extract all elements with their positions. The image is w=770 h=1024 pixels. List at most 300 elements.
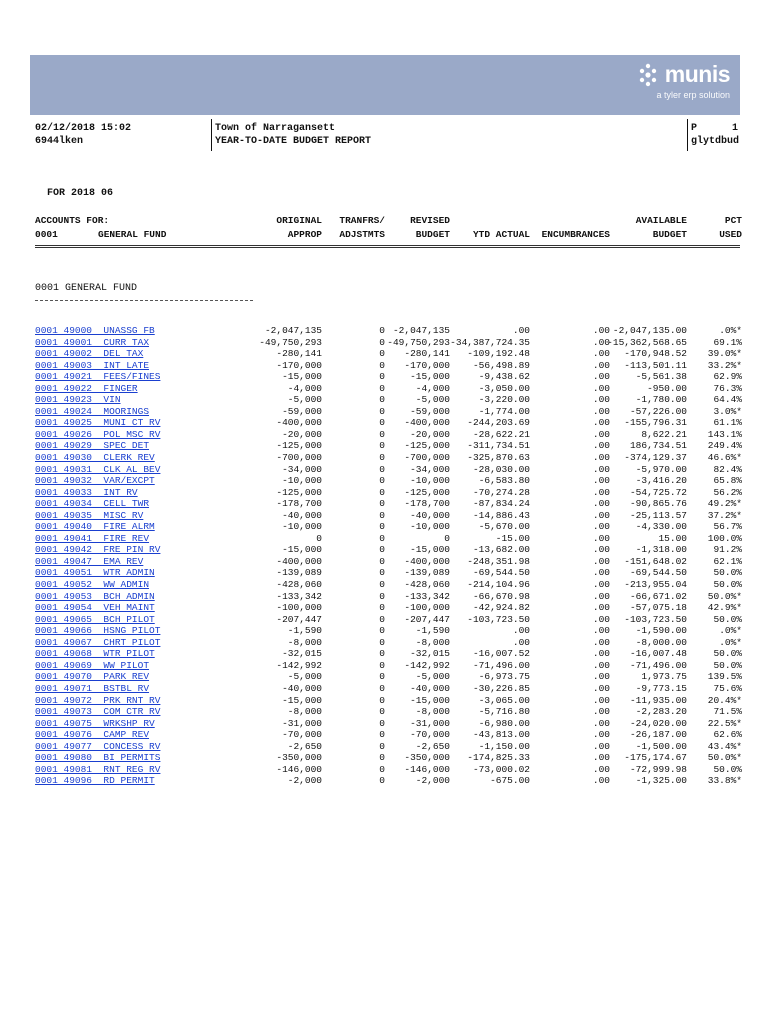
col-tranfrs: TRANFRS/ bbox=[339, 215, 385, 226]
ytd-actual: .00 bbox=[512, 625, 530, 637]
pct-used: 43.4%* bbox=[707, 740, 742, 752]
encumbrances: .00 bbox=[592, 428, 610, 440]
header-divider-right bbox=[687, 119, 688, 151]
account-link[interactable]: 0001 49080 BI PERMITS bbox=[35, 752, 161, 764]
ytd-actual: -70,274.28 bbox=[472, 486, 530, 498]
account-link[interactable]: 0001 49042 FRE PIN RV bbox=[35, 544, 161, 556]
tranfrs-adjstmts: 0 bbox=[379, 371, 385, 383]
encumbrances: .00 bbox=[592, 371, 610, 383]
ytd-actual: -9,438.62 bbox=[478, 371, 530, 383]
table-row bbox=[0, 556, 770, 568]
account-link[interactable]: 0001 49003 INT LATE bbox=[35, 359, 150, 371]
pct-used: 62.9% bbox=[713, 371, 742, 383]
ytd-actual: -28,622.21 bbox=[472, 428, 530, 440]
pct-used: 249.4% bbox=[707, 440, 742, 452]
table-row bbox=[0, 625, 770, 637]
ytd-actual: -43,813.00 bbox=[472, 729, 530, 741]
table-row bbox=[0, 591, 770, 603]
pct-used: 50.0%* bbox=[707, 590, 742, 602]
revised-budget: -15,000 bbox=[410, 544, 450, 556]
ytd-actual: .00 bbox=[512, 636, 530, 648]
original-approp: -70,000 bbox=[282, 729, 322, 741]
pct-used: 42.9%* bbox=[707, 602, 742, 614]
table-row bbox=[0, 394, 770, 406]
encumbrances: .00 bbox=[592, 336, 610, 348]
original-approp: -20,000 bbox=[282, 428, 322, 440]
account-link[interactable]: 0001 49069 WW PILOT bbox=[35, 659, 150, 671]
encumbrances: .00 bbox=[592, 417, 610, 429]
tranfrs-adjstmts: 0 bbox=[379, 325, 385, 336]
encumbrances: .00 bbox=[592, 394, 610, 406]
tranfrs-adjstmts: 0 bbox=[379, 740, 385, 752]
available-budget: -151,648.02 bbox=[624, 555, 687, 567]
tranfrs-adjstmts: 0 bbox=[379, 532, 385, 544]
report-banner bbox=[30, 55, 740, 115]
encumbrances: .00 bbox=[592, 509, 610, 521]
col-adjstmts: ADJSTMTS bbox=[339, 229, 385, 240]
table-row bbox=[0, 764, 770, 776]
table-row bbox=[0, 683, 770, 695]
ytd-actual: -325,870.63 bbox=[467, 452, 530, 464]
account-link[interactable]: 0001 49070 PARK REV bbox=[35, 671, 150, 683]
ytd-actual: .00 bbox=[512, 325, 530, 336]
account-link[interactable]: 0001 49041 FIRE REV bbox=[35, 532, 150, 544]
encumbrances: .00 bbox=[592, 590, 610, 602]
fund-code-label: 0001 bbox=[35, 229, 58, 240]
ytd-actual: -5,716.80 bbox=[478, 706, 530, 718]
ytd-actual: -42,924.82 bbox=[472, 602, 530, 614]
ytd-actual: -3,065.00 bbox=[478, 694, 530, 706]
revised-budget: -207,447 bbox=[404, 613, 450, 625]
col-revised: REVISED bbox=[410, 215, 450, 226]
revised-budget: -2,047,135 bbox=[392, 325, 450, 336]
revised-budget: -142,992 bbox=[404, 659, 450, 671]
fund-name-label: GENERAL FUND bbox=[98, 229, 167, 240]
revised-budget: -5,000 bbox=[415, 394, 450, 406]
revised-budget: -125,000 bbox=[404, 440, 450, 452]
account-link[interactable]: 0001 49021 FEES/FINES bbox=[35, 371, 161, 383]
revised-budget: -125,000 bbox=[404, 486, 450, 498]
pct-used: 39.0%* bbox=[707, 348, 742, 360]
pct-used: 20.4%* bbox=[707, 694, 742, 706]
account-link[interactable]: 0001 49031 CLK AL BEV bbox=[35, 463, 161, 475]
accounts-for-label: ACCOUNTS FOR: bbox=[35, 215, 110, 226]
col-encumbrances: ENCUMBRANCES bbox=[541, 229, 610, 240]
available-budget: 8,622.21 bbox=[641, 428, 687, 440]
tranfrs-adjstmts: 0 bbox=[379, 671, 385, 683]
brand-tagline: a tyler erp solution bbox=[656, 90, 730, 100]
original-approp: -5,000 bbox=[287, 394, 322, 406]
ytd-actual: -87,834.24 bbox=[472, 498, 530, 510]
col-approp: APPROP bbox=[287, 229, 322, 240]
table-row bbox=[0, 602, 770, 614]
account-link[interactable]: 0001 49071 BSTBL RV bbox=[35, 682, 150, 694]
revised-budget: -428,060 bbox=[404, 579, 450, 591]
encumbrances: .00 bbox=[592, 567, 610, 579]
pct-used: 22.5%* bbox=[707, 717, 742, 729]
revised-budget: -350,000 bbox=[404, 752, 450, 764]
encumbrances: .00 bbox=[592, 602, 610, 614]
table-row bbox=[0, 752, 770, 764]
table-row bbox=[0, 775, 770, 787]
account-link[interactable]: 0001 49053 BCH ADMIN bbox=[35, 590, 155, 602]
available-budget: -5,561.38 bbox=[635, 371, 687, 383]
revised-budget: -1,590 bbox=[415, 625, 450, 637]
original-approp: -40,000 bbox=[282, 682, 322, 694]
available-budget: -2,283.20 bbox=[635, 706, 687, 718]
encumbrances: .00 bbox=[592, 682, 610, 694]
account-link[interactable]: 0001 49033 INT RV bbox=[35, 486, 138, 498]
original-approp: -178,700 bbox=[276, 498, 322, 510]
original-approp: -146,000 bbox=[276, 763, 322, 775]
table-row bbox=[0, 383, 770, 395]
tranfrs-adjstmts: 0 bbox=[379, 509, 385, 521]
encumbrances: .00 bbox=[592, 452, 610, 464]
tranfrs-adjstmts: 0 bbox=[379, 521, 385, 533]
tranfrs-adjstmts: 0 bbox=[379, 625, 385, 637]
encumbrances: .00 bbox=[592, 671, 610, 683]
revised-budget: -8,000 bbox=[415, 636, 450, 648]
account-link[interactable]: 0001 49034 CELL TWR bbox=[35, 498, 150, 510]
revised-budget: 0 bbox=[444, 532, 450, 544]
revised-budget: -100,000 bbox=[404, 602, 450, 614]
available-budget: -2,047,135.00 bbox=[612, 325, 687, 336]
tranfrs-adjstmts: 0 bbox=[379, 417, 385, 429]
tranfrs-adjstmts: 0 bbox=[379, 775, 385, 787]
table-row bbox=[0, 718, 770, 730]
available-budget: -1,780.00 bbox=[635, 394, 687, 406]
munis-dots-icon bbox=[635, 62, 661, 88]
tranfrs-adjstmts: 0 bbox=[379, 348, 385, 360]
available-budget: -155,796.31 bbox=[624, 417, 687, 429]
ytd-actual: -174,825.33 bbox=[467, 752, 530, 764]
tranfrs-adjstmts: 0 bbox=[379, 555, 385, 567]
revised-budget: -8,000 bbox=[415, 706, 450, 718]
encumbrances: .00 bbox=[592, 463, 610, 475]
available-budget: -24,020.00 bbox=[629, 717, 687, 729]
tranfrs-adjstmts: 0 bbox=[379, 613, 385, 625]
revised-budget: -20,000 bbox=[410, 428, 450, 440]
ytd-actual: -15.00 bbox=[495, 532, 530, 544]
tranfrs-adjstmts: 0 bbox=[379, 428, 385, 440]
account-link[interactable]: 0001 49052 WW ADMIN bbox=[35, 579, 150, 591]
pct-used: 91.2% bbox=[713, 544, 742, 556]
pct-used: 56.2% bbox=[713, 486, 742, 498]
ytd-actual: -248,351.98 bbox=[467, 555, 530, 567]
available-budget: 186,734.51 bbox=[629, 440, 687, 452]
account-link[interactable]: 0001 49030 CLERK REV bbox=[35, 452, 155, 464]
available-budget: 15.00 bbox=[658, 532, 687, 544]
ytd-actual: -69,544.50 bbox=[472, 567, 530, 579]
available-budget: -1,500.00 bbox=[635, 740, 687, 752]
pct-used: 50.0% bbox=[713, 567, 742, 579]
pct-used: 50.0% bbox=[713, 659, 742, 671]
table-row bbox=[0, 452, 770, 464]
account-link[interactable]: 0001 49025 MUNI CT RV bbox=[35, 417, 161, 429]
tranfrs-adjstmts: 0 bbox=[379, 636, 385, 648]
tranfrs-adjstmts: 0 bbox=[379, 486, 385, 498]
pct-used: 82.4% bbox=[713, 463, 742, 475]
tranfrs-adjstmts: 0 bbox=[379, 752, 385, 764]
col-pct: PCT bbox=[724, 215, 742, 226]
account-link[interactable]: 0001 49075 WRKSHP RV bbox=[35, 717, 155, 729]
ytd-actual: -16,007.52 bbox=[472, 648, 530, 660]
revised-budget: -5,000 bbox=[415, 671, 450, 683]
col-available-budget: BUDGET bbox=[652, 229, 687, 240]
original-approp: -400,000 bbox=[276, 555, 322, 567]
account-link[interactable]: 0001 49000 UNASSG FB bbox=[35, 325, 155, 336]
pct-used: 33.2%* bbox=[707, 359, 742, 371]
ytd-actual: -13,682.00 bbox=[472, 544, 530, 556]
tranfrs-adjstmts: 0 bbox=[379, 359, 385, 371]
revised-budget: -400,000 bbox=[404, 417, 450, 429]
budget-table bbox=[0, 325, 770, 787]
col-ytd-actual: YTD ACTUAL bbox=[472, 229, 530, 240]
tranfrs-adjstmts: 0 bbox=[379, 382, 385, 394]
revised-budget: -178,700 bbox=[404, 498, 450, 510]
ytd-actual: -6,980.00 bbox=[478, 717, 530, 729]
original-approp: -428,060 bbox=[276, 579, 322, 591]
encumbrances: .00 bbox=[592, 636, 610, 648]
tranfrs-adjstmts: 0 bbox=[379, 717, 385, 729]
original-approp: -350,000 bbox=[276, 752, 322, 764]
brand-name: munis bbox=[664, 61, 730, 87]
encumbrances: .00 bbox=[592, 325, 610, 336]
available-budget: -57,075.18 bbox=[629, 602, 687, 614]
table-row bbox=[0, 671, 770, 683]
account-link[interactable]: 0001 49051 WTR ADMIN bbox=[35, 567, 155, 579]
encumbrances: .00 bbox=[592, 717, 610, 729]
available-budget: -175,174.67 bbox=[624, 752, 687, 764]
revised-budget: -15,000 bbox=[410, 371, 450, 383]
account-link[interactable]: 0001 49001 CURR TAX bbox=[35, 336, 150, 348]
account-link[interactable]: 0001 49066 HSNG PILOT bbox=[35, 625, 161, 637]
original-approp: -1,590 bbox=[287, 625, 322, 637]
pct-used: .0%* bbox=[719, 625, 742, 637]
revised-budget: -2,650 bbox=[415, 740, 450, 752]
ytd-actual: -311,734.51 bbox=[467, 440, 530, 452]
revised-budget: -2,000 bbox=[415, 775, 450, 787]
pct-used: 64.4% bbox=[713, 394, 742, 406]
header-rule bbox=[35, 245, 740, 248]
table-row bbox=[0, 706, 770, 718]
account-link[interactable]: 0001 49081 RNT REG RV bbox=[35, 763, 161, 775]
available-budget: -57,226.00 bbox=[629, 405, 687, 417]
available-budget: -5,970.00 bbox=[635, 463, 687, 475]
revised-budget: -31,000 bbox=[410, 717, 450, 729]
pct-used: 46.6%* bbox=[707, 452, 742, 464]
table-row bbox=[0, 487, 770, 499]
account-link[interactable]: 0001 49096 RD PERMIT bbox=[35, 775, 155, 787]
encumbrances: .00 bbox=[592, 613, 610, 625]
original-approp: -125,000 bbox=[276, 486, 322, 498]
original-approp: -280,141 bbox=[276, 348, 322, 360]
available-budget: -26,187.00 bbox=[629, 729, 687, 741]
account-link[interactable]: 0001 49024 MOORINGS bbox=[35, 405, 150, 417]
available-budget: -8,000.00 bbox=[635, 636, 687, 648]
account-link[interactable]: 0001 49065 BCH PILOT bbox=[35, 613, 155, 625]
revised-budget: -59,000 bbox=[410, 405, 450, 417]
available-budget: -3,416.20 bbox=[635, 475, 687, 487]
encumbrances: .00 bbox=[592, 475, 610, 487]
ytd-actual: -1,774.00 bbox=[478, 405, 530, 417]
ytd-actual: -71,496.00 bbox=[472, 659, 530, 671]
account-link[interactable]: 0001 49067 CHRT PILOT bbox=[35, 636, 161, 648]
col-budget: BUDGET bbox=[415, 229, 450, 240]
table-row bbox=[0, 429, 770, 441]
account-link[interactable]: 0001 49029 SPEC DET bbox=[35, 440, 150, 452]
original-approp: -49,750,293 bbox=[259, 336, 322, 348]
available-budget: -103,723.50 bbox=[624, 613, 687, 625]
tranfrs-adjstmts: 0 bbox=[379, 579, 385, 591]
available-budget: -1,590.00 bbox=[635, 625, 687, 637]
original-approp: -100,000 bbox=[276, 602, 322, 614]
account-link[interactable]: 0001 49054 VEH MAINT bbox=[35, 602, 155, 614]
revised-budget: -4,000 bbox=[415, 382, 450, 394]
tranfrs-adjstmts: 0 bbox=[379, 659, 385, 671]
table-row bbox=[0, 579, 770, 591]
encumbrances: .00 bbox=[592, 706, 610, 718]
tranfrs-adjstmts: 0 bbox=[379, 394, 385, 406]
pct-used: 65.8% bbox=[713, 475, 742, 487]
pct-used: 50.0% bbox=[713, 763, 742, 775]
revised-budget: -146,000 bbox=[404, 763, 450, 775]
table-row bbox=[0, 464, 770, 476]
table-row bbox=[0, 417, 770, 429]
tranfrs-adjstmts: 0 bbox=[379, 463, 385, 475]
ytd-actual: -244,203.69 bbox=[467, 417, 530, 429]
available-budget: -15,362,568.65 bbox=[607, 336, 687, 348]
account-link[interactable]: 0001 49047 EMA REV bbox=[35, 555, 144, 567]
tranfrs-adjstmts: 0 bbox=[379, 452, 385, 464]
account-link[interactable]: 0001 49032 VAR/EXCPT bbox=[35, 475, 155, 487]
tranfrs-adjstmts: 0 bbox=[379, 590, 385, 602]
tranfrs-adjstmts: 0 bbox=[379, 602, 385, 614]
table-row bbox=[0, 325, 770, 337]
account-link[interactable]: 0001 49040 FIRE ALRM bbox=[35, 521, 155, 533]
encumbrances: .00 bbox=[592, 775, 610, 787]
available-budget: -54,725.72 bbox=[629, 486, 687, 498]
table-row bbox=[0, 371, 770, 383]
ytd-actual: -214,104.96 bbox=[467, 579, 530, 591]
account-link[interactable]: 0001 49022 FINGER bbox=[35, 382, 138, 394]
account-link[interactable]: 0001 49068 WTR PILOT bbox=[35, 648, 155, 660]
account-link[interactable]: 0001 49023 VIN bbox=[35, 394, 121, 406]
col-used: USED bbox=[719, 229, 742, 240]
header-divider bbox=[211, 119, 212, 151]
available-budget: -72,999.98 bbox=[629, 763, 687, 775]
original-approp: -8,000 bbox=[287, 636, 322, 648]
account-link[interactable]: 0001 49072 PRK RNT RV bbox=[35, 694, 161, 706]
report-user: 6944lken bbox=[35, 136, 84, 147]
original-approp: -2,000 bbox=[287, 775, 322, 787]
account-link[interactable]: 0001 49002 DEL TAX bbox=[35, 348, 144, 360]
tranfrs-adjstmts: 0 bbox=[379, 336, 385, 348]
original-approp: -4,000 bbox=[287, 382, 322, 394]
revised-budget: -34,000 bbox=[410, 463, 450, 475]
account-link[interactable]: 0001 49076 CAMP REV bbox=[35, 729, 150, 741]
table-row bbox=[0, 475, 770, 487]
available-budget: -25,113.57 bbox=[629, 509, 687, 521]
encumbrances: .00 bbox=[592, 579, 610, 591]
table-row bbox=[0, 695, 770, 707]
original-approp: -31,000 bbox=[282, 717, 322, 729]
table-row bbox=[0, 510, 770, 522]
encumbrances: .00 bbox=[592, 648, 610, 660]
table-row bbox=[0, 406, 770, 418]
encumbrances: .00 bbox=[592, 486, 610, 498]
pct-used: 139.5% bbox=[707, 671, 742, 683]
available-budget: -11,935.00 bbox=[629, 694, 687, 706]
encumbrances: .00 bbox=[592, 521, 610, 533]
original-approp: -32,015 bbox=[282, 648, 322, 660]
ytd-actual: -34,387,724.35 bbox=[450, 336, 530, 348]
report-title: YEAR-TO-DATE BUDGET REPORT bbox=[215, 136, 372, 147]
col-available: AVAILABLE bbox=[635, 215, 687, 226]
account-link[interactable]: 0001 49035 MISC RV bbox=[35, 509, 144, 521]
ytd-actual: -5,670.00 bbox=[478, 521, 530, 533]
available-budget: -16,007.48 bbox=[629, 648, 687, 660]
table-row bbox=[0, 614, 770, 626]
available-budget: -9,773.15 bbox=[635, 682, 687, 694]
pct-used: 3.0%* bbox=[713, 405, 742, 417]
ytd-actual: -3,220.00 bbox=[478, 394, 530, 406]
tranfrs-adjstmts: 0 bbox=[379, 544, 385, 556]
pct-used: 37.2%* bbox=[707, 509, 742, 521]
encumbrances: .00 bbox=[592, 729, 610, 741]
ytd-actual: -1,150.00 bbox=[478, 740, 530, 752]
tranfrs-adjstmts: 0 bbox=[379, 475, 385, 487]
original-approp: -139,089 bbox=[276, 567, 322, 579]
ytd-actual: -6,973.75 bbox=[478, 671, 530, 683]
revised-budget: -32,015 bbox=[410, 648, 450, 660]
pct-used: 50.0% bbox=[713, 613, 742, 625]
encumbrances: .00 bbox=[592, 752, 610, 764]
table-row bbox=[0, 533, 770, 545]
page-label: P bbox=[691, 123, 698, 134]
account-link[interactable]: 0001 49026 POL MSC RV bbox=[35, 428, 161, 440]
original-approp: -10,000 bbox=[282, 475, 322, 487]
ytd-actual: -109,192.48 bbox=[467, 348, 530, 360]
available-budget: 1,973.75 bbox=[641, 671, 687, 683]
account-link[interactable]: 0001 49073 COM CTR RV bbox=[35, 706, 161, 718]
pct-used: 62.1% bbox=[713, 555, 742, 567]
report-datetime: 02/12/2018 15:02 bbox=[35, 123, 132, 134]
available-budget: -69,544.50 bbox=[629, 567, 687, 579]
pct-used: .0%* bbox=[719, 636, 742, 648]
account-link[interactable]: 0001 49077 CONCESS RV bbox=[35, 740, 161, 752]
org-name: Town of Narragansett bbox=[215, 123, 336, 134]
table-row bbox=[0, 521, 770, 533]
tranfrs-adjstmts: 0 bbox=[379, 567, 385, 579]
encumbrances: .00 bbox=[592, 625, 610, 637]
table-row bbox=[0, 544, 770, 556]
pct-used: 56.7% bbox=[713, 521, 742, 533]
original-approp: -170,000 bbox=[276, 359, 322, 371]
tranfrs-adjstmts: 0 bbox=[379, 706, 385, 718]
pct-used: 50.0%* bbox=[707, 752, 742, 764]
ytd-actual: -14,886.43 bbox=[472, 509, 530, 521]
original-approp: 0 bbox=[316, 532, 322, 544]
encumbrances: .00 bbox=[592, 763, 610, 775]
revised-budget: -15,000 bbox=[410, 694, 450, 706]
table-row bbox=[0, 498, 770, 510]
ytd-actual: -28,030.00 bbox=[472, 463, 530, 475]
original-approp: -15,000 bbox=[282, 694, 322, 706]
page-number: 1 bbox=[731, 123, 738, 134]
encumbrances: .00 bbox=[592, 382, 610, 394]
original-approp: -5,000 bbox=[287, 671, 322, 683]
